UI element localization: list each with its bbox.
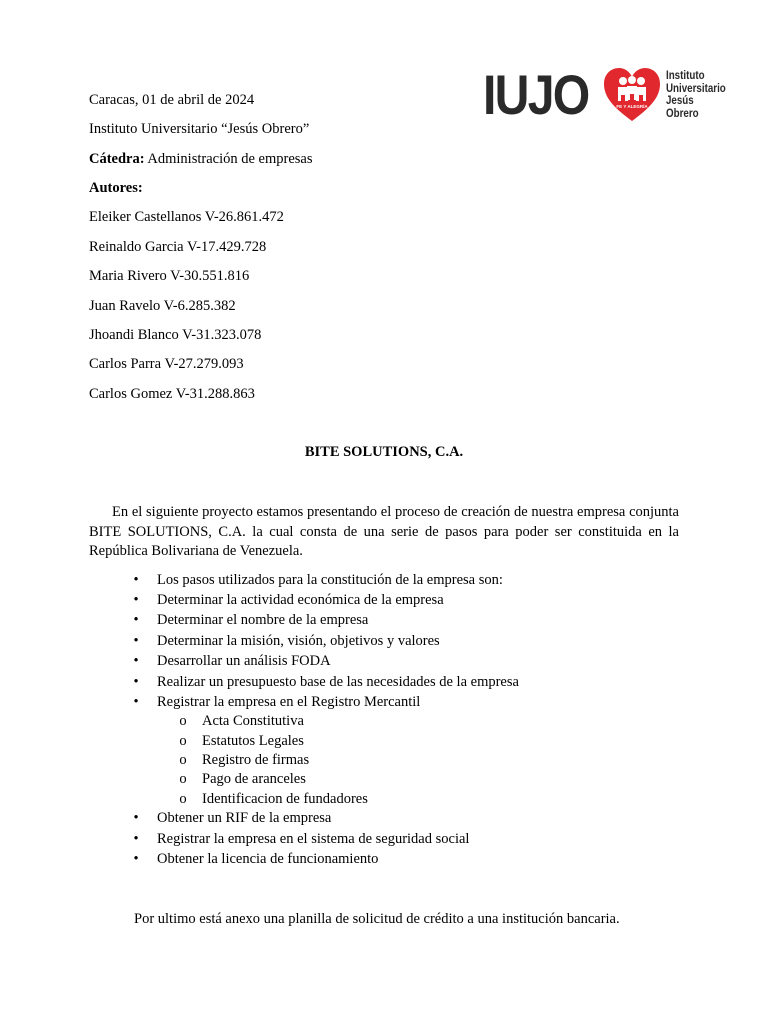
author-item: Eleiker Castellanos V-26.861.472	[89, 209, 284, 225]
logo-line: Jesús	[666, 95, 694, 107]
intro-paragraph: En el siguiente proyecto estamos presentando el proceso de creación de nuestra empresa conjunta BITE SOLUTIONS, C.A. la cual consta de una serie de pasos para poder ser constituida en la República Bolivariana de Venezuela.	[89, 504, 679, 559]
catedra-label: Cátedra:	[89, 151, 145, 167]
logo-institution-name	[666, 70, 726, 120]
author-item: Juan Ravelo V-6.285.382	[89, 298, 236, 314]
authors-label: Autores:	[89, 180, 143, 196]
author-item: Reinaldo Garcia V-17.429.728	[89, 239, 267, 255]
place-date: Caracas, 01 de abril de 2024	[89, 92, 255, 108]
logo-line: Instituto	[666, 70, 705, 82]
author-item: Carlos Gomez V-31.288.863	[89, 386, 255, 402]
author-item: Maria Rivero V-30.551.816	[89, 268, 250, 284]
logo-line: Obrero	[666, 107, 699, 120]
author-item: Carlos Parra V-27.279.093	[89, 356, 244, 372]
heart-logo-icon	[603, 67, 661, 123]
logo-wordmark: IUJO	[483, 63, 589, 126]
institution-line: Instituto Universitario “Jesús Obrero”	[89, 121, 310, 137]
document-title: BITE SOLUTIONS, C.A.	[304, 444, 464, 460]
logo-line: Universitario	[666, 82, 726, 95]
closing-sentence: Por ultimo está anexo una planilla de solicitud de crédito a una institución bancaria.	[134, 911, 620, 927]
iujo-logo	[481, 63, 729, 126]
catedra-value: Administración de empresas	[144, 151, 313, 167]
author-item: Jhoandi Blanco V-31.323.078	[89, 327, 262, 343]
heart-caption: FE Y ALEGRÍA	[616, 104, 648, 109]
catedra-line	[89, 151, 313, 168]
